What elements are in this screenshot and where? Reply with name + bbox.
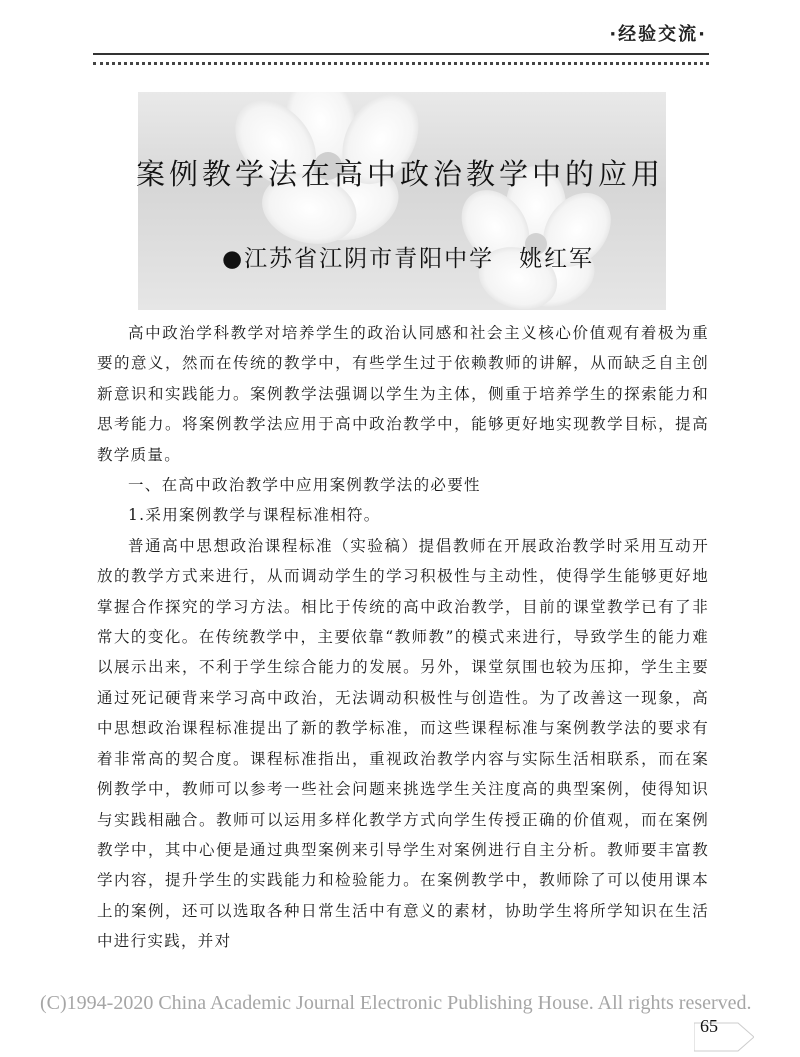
title-banner-image: [138, 92, 666, 310]
copyright-watermark: (C)1994-2020 China Academic Journal Electronic Publishing House. All rights reserved.: [40, 992, 752, 1014]
header-rule: [93, 53, 709, 55]
section-heading: 一、在高中政治教学中应用案例教学法的必要性: [128, 476, 481, 495]
section-label: ·经验交流·: [609, 24, 707, 45]
page-number: 65: [700, 1016, 718, 1036]
flower-illustration: [138, 92, 666, 310]
article-author: ●江苏省江阴市青阳中学 姚红军: [222, 246, 595, 272]
article-title: 案例教学法在高中政治教学中的应用: [135, 157, 664, 191]
article-body: [97, 318, 709, 957]
subsection-heading: 1.采用案例教学与课程标准相符。: [128, 506, 381, 525]
body-paragraph: 高中政治学科教学对培养学生的政治认同感和社会主义核心价值观有着极为重要的意义，然而在传统的教学中，有些学生过于依赖教师的讲解，从而缺乏自主创新意识和实践能力。案例教学法强调以学生为主体，侧重于培养学生的探索能力和思考能力。将案例教学法应用于高中政治教学中，能够更好地实现教学目标，提高教学质量。: [97, 324, 709, 464]
body-paragraph: 普通高中思想政治课程标准（实验稿）提倡教师在开展政治教学时采用互动开放的教学方式来进行，从而调动学生的学习积极性与主动性，使得学生能够更好地掌握合作探究的学习方法。相比于传统的高中政治教学，目前的课堂教学已有了非常大的变化。在传统教学中，主要依靠“教师教”的模式来进行，导致学生的能力难以展示出来，不利于学生综合能力的发展。另外，课堂氛围也较为压抑，学生主要通过死记硬背来学习高中政治，无法调动积极性与创造性。为了改善这一现象，高中思想政治课程标准提出了新的教学标准，而这些课程标准与案例教学法的要求有着非常高的契合度。课程标准指出，重视政治教学内容与实际生活相联系，而在案例教学中，教师可以参考一些社会问题来挑选学生关注度高的典型案例，使得知识与实践相融合。教师可以运用多样化教学方式向学生传授正确的价值观，而在案例教学中，其中心便是通过典型案例来引导学生对案例进行自主分析。教师要丰富教学内容，提升学生的实践能力和检验能力。在案例教学中，教师除了可以使用课本上的案例，还可以选取各种日常生活中有意义的素材，协助学生将所学知识在生活中进行实践，并对: [97, 536, 709, 951]
header-dotted-rule: [93, 62, 709, 65]
